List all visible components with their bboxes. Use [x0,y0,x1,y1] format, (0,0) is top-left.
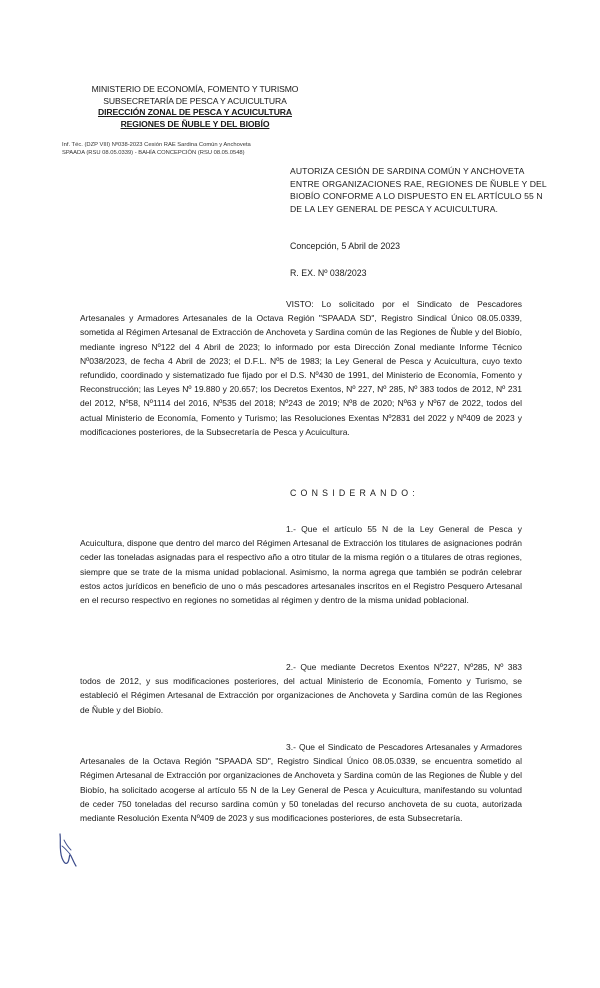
zonal-direction-name: DIRECCIÓN ZONAL DE PESCA Y ACUICULTURA [97,107,293,117]
reference-line-1: Inf. Téc. (DZP VIII) Nº038-2023 Cesión RAE Sardina Común y Anchoveta [62,142,251,148]
reference-note [62,141,251,158]
visto-paragraph: VISTO: Lo solicitado por el Sindicato de Pescadores Artesanales y Armadores Artesanales de la Octava Región "SPAADA SD", Registro Sindical Único 08.05.0339, sometida al Régimen Artesanal de Extracción de Anchoveta y Sardina común de las Regiones de Ñuble y del Biobío, mediante ingreso Nº122 del 4 Abril de 2023; lo informado por esta Dirección Zonal mediante Informe Técnico Nº038/2023, de fecha 4 Abril de 2023; el D.F.L. Nº5 de 1983; la Ley General de Pesca y Acuicultura, cuyo texto refundido, coordinado y sistematizado fue fijado por el D.S. Nº430 de 1991, del Ministerio de Economía, Fomento y Reconstrucción; las Leyes Nº 19.880 y 20.657; los Decretos Exentos, Nº 227, Nº 285, Nº 383 todos de 2012, Nº 231 del 2012, Nº58, Nº1114 del 2016, Nº535 del 2018; Nº243 de 2019; Nº8 de 2020; Nº63 y Nº67 de 2022, todos del actual Ministerio de Economía, Fomento y Turismo; las Resoluciones Exentas Nº2831 del 2022 y Nº409 de 2023 y modificaciones posteriores, de la Subsecretaría de Pesca y Acuicultura. [80,299,522,437]
considerando-1: 1.- Que el artículo 55 N de la Ley General de Pesca y Acuicultura, dispone que dentro del marco del Régimen Artesanal de Extracción los titulares de asignaciones podrán ceder las toneladas asignadas para el respectivo año a otro titular de la misma región o a titulares de otras regiones, siempre que se trate de la misma unidad poblacional. Asimismo, la norma agrega que también se podrán celebrar estos actos jurídicos en beneficio de uno o más pescadores artesanales inscritos en el Registro Pesquero Artesanal en el recurso respectivo en regiones no sometidas al régimen y dentro de la misma unidad poblacional. [80,524,522,606]
letterhead [90,84,300,130]
ministry-name: MINISTERIO DE ECONOMÍA, FOMENTO Y TURISMO [91,84,299,94]
considerando-3: 3.- Que el Sindicato de Pescadores Artesanales y Armadores Artesanales de la Octava Región "SPAADA SD", Registro Sindical Único 08.05.0339, se encuentra sometido al Régimen Artesanal de Extracción por organizaciones de Anchoveta y Sardina común de las Regiones de Ñuble y del Biobío, ha solicitado acogerse al artículo 55 N de la Ley General de Pesca y Acuicultura, manifestando su voluntad de ceder 750 toneladas del recurso sardina común y 50 toneladas del recurso anchoveta de su cuota, autorizada mediante Resolución Exenta Nº409 de 2023 y sus modificaciones posteriores, de esta Subsecretaría. [80,742,522,824]
considerando-2: 2.- Que mediante Decretos Exentos Nº227, Nº285, Nº 383 todos de 2012, y sus modificaciones posteriores, del actual Ministerio de Economía, Fomento y Turismo, se estableció el Régimen Artesanal de Extracción por organizaciones de Anchoveta y Sardina común de las Regiones de Ñuble y del Biobío. [80,662,522,715]
reference-line-2: SPAADA (RSU 08.05.0339) - BAHÍA CONCEPCIÓN (RSU 08.05.0548) [62,150,245,157]
place-date: Concepción, 5 Abril de 2023 [290,241,401,251]
resolution-number: R. EX. Nº 038/2023 [290,268,367,278]
subsecretariat-name: SUBSECRETARÍA DE PESCA Y ACUICULTURA [103,95,287,106]
considerando-heading: CONSIDERANDO: [290,488,419,498]
regions-name: REGIONES DE ÑUBLE Y DEL BIOBÍO [120,118,270,129]
initials-signature [56,832,78,870]
resolution-title: AUTORIZA CESIÓN DE SARDINA COMÚN Y ANCHOVETA ENTRE ORGANIZACIONES RAE, REGIONES DE ÑUBLE Y DEL BIOBÍO CONFORME A LO DISPUESTO EN EL ARTÍCULO 55 N DE LA LEY GENERAL DE PESCA Y ACUICULTURA. [290,166,547,214]
